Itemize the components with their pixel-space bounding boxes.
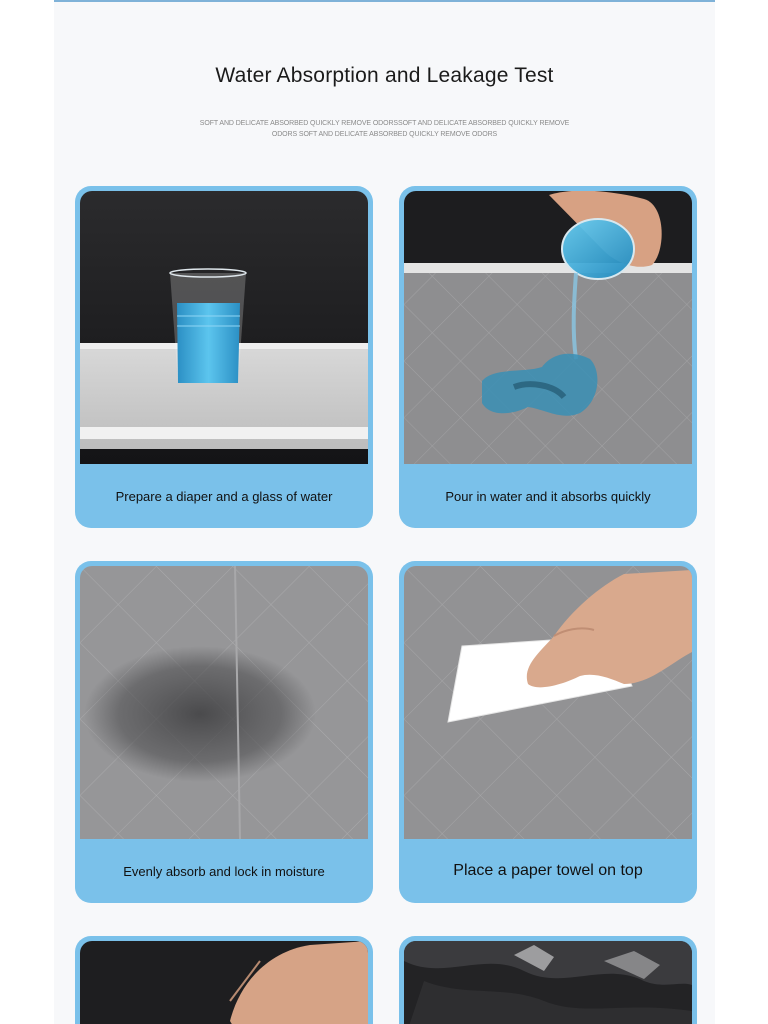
step-caption: Prepare a diaper and a glass of water xyxy=(115,488,333,504)
step-photo-glass-of-water xyxy=(80,191,368,464)
step-card-absorb xyxy=(75,561,373,903)
step-caption: Evenly absorb and lock in moisture xyxy=(123,863,325,879)
product-detail-page xyxy=(54,0,715,1024)
step-card-prepare xyxy=(75,186,373,528)
step-photo-paper-towel xyxy=(404,566,692,839)
page-title: Water Absorption and Leakage Test xyxy=(215,64,554,87)
step-caption: Pour in water and it absorbs quickly xyxy=(445,488,651,504)
step-card-press xyxy=(75,936,373,1024)
step-photo-dry-surface xyxy=(404,941,692,1024)
step-photo-hand-press xyxy=(80,941,368,1024)
step-card-result xyxy=(399,936,697,1024)
step-caption: Place a paper towel on top xyxy=(453,862,643,879)
step-photo-pouring-water xyxy=(404,191,692,464)
step-photo-absorbed-stain xyxy=(80,566,368,839)
page-subtitle: SOFT AND DELICATE ABSORBED QUICKLY REMOVE ODORSSOFT AND DELICATE ABSORBED QUICKLY REMOVE ODORS SOFT AND DELICATE ABSORBED QUICKLY REMOVE ODORS xyxy=(199,120,570,138)
step-card-pour xyxy=(399,186,697,528)
top-divider xyxy=(54,0,715,2)
step-card-paper-towel xyxy=(399,561,697,903)
